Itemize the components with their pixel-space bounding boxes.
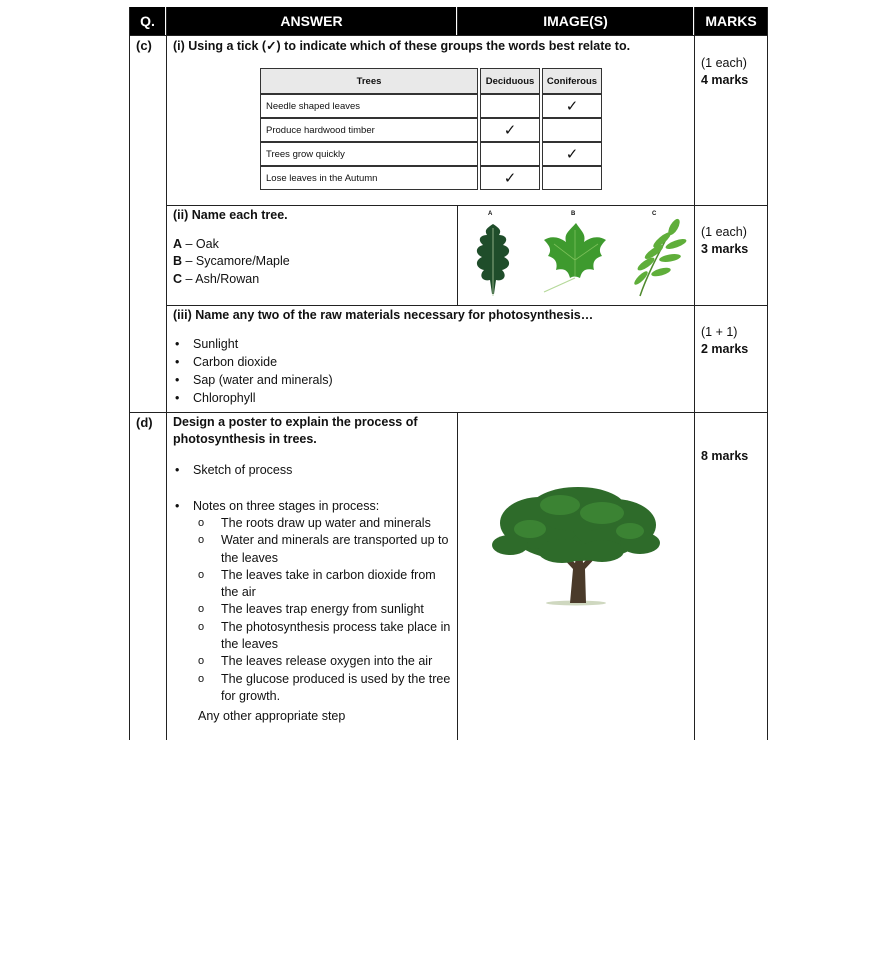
list-item: • Sunlight bbox=[173, 335, 333, 353]
tick-table-header-deciduous: Deciduous bbox=[480, 68, 540, 94]
grid-line bbox=[166, 7, 167, 740]
poster-bullet-list-2 bbox=[173, 497, 379, 515]
coniferous-cell bbox=[542, 166, 602, 190]
other-step-note: Any other appropriate step bbox=[198, 709, 346, 723]
list-item: o Water and minerals are transported up to the leaves bbox=[194, 532, 452, 567]
ash-leaf-icon bbox=[628, 218, 690, 298]
list-item: o The roots draw up water and minerals bbox=[194, 515, 452, 532]
prompt-c-i: (i) Using a tick (✓) to indicate which of these groups the words best relate to. bbox=[173, 39, 631, 53]
list-item: • Carbon dioxide bbox=[173, 353, 333, 371]
grid-line bbox=[166, 205, 768, 206]
grid-line bbox=[767, 7, 768, 740]
marks-total-c-ii: 3 marks bbox=[701, 242, 749, 256]
question-label-d: (d) bbox=[136, 415, 153, 430]
row-label: Needle shaped leaves bbox=[260, 94, 478, 118]
list-item: • Sketch of process bbox=[173, 461, 292, 479]
stages-list bbox=[194, 515, 452, 705]
row-label: Produce hardwood timber bbox=[260, 118, 478, 142]
header-marks: MARKS bbox=[695, 7, 767, 35]
grid-line bbox=[129, 35, 768, 36]
tree-answer-b: B – Sycamore/Maple bbox=[173, 254, 290, 268]
marks-each-c-i: (1 each) bbox=[701, 56, 747, 70]
deciduous-cell bbox=[480, 142, 540, 166]
table-row bbox=[260, 118, 602, 142]
tree-answer-a: A – Oak bbox=[173, 237, 219, 251]
coniferous-cell: ✓ bbox=[542, 94, 602, 118]
leaf-label-b: B bbox=[571, 211, 576, 217]
coniferous-cell bbox=[542, 118, 602, 142]
list-item: • Notes on three stages in process: bbox=[173, 497, 379, 515]
header-images: IMAGE(S) bbox=[458, 7, 693, 35]
prompt-c-ii: (ii) Name each tree. bbox=[173, 208, 288, 222]
leaf-label-c: C bbox=[652, 211, 657, 217]
table-row bbox=[260, 94, 602, 118]
coniferous-cell: ✓ bbox=[542, 142, 602, 166]
deciduous-cell: ✓ bbox=[480, 118, 540, 142]
deciduous-cell: ✓ bbox=[480, 166, 540, 190]
table-row bbox=[260, 166, 602, 190]
header-q: Q. bbox=[130, 7, 165, 35]
marks-each-c-iii: (1 + 1) bbox=[701, 325, 738, 339]
list-item: o The glucose produced is used by the tree for growth. bbox=[194, 671, 452, 706]
tree-answer-c: C – Ash/Rowan bbox=[173, 272, 260, 286]
marks-total-c-iii: 2 marks bbox=[701, 342, 749, 356]
oak-leaf-icon bbox=[468, 220, 518, 300]
raw-materials-list bbox=[173, 335, 333, 407]
prompt-c-iii: (iii) Name any two of the raw materials necessary for photosynthesis… bbox=[173, 308, 594, 322]
header-answer: ANSWER bbox=[167, 7, 456, 35]
grid-line bbox=[457, 412, 458, 740]
grid-line bbox=[457, 7, 458, 36]
deciduous-cell bbox=[480, 94, 540, 118]
grid-line bbox=[457, 205, 458, 305]
row-label: Trees grow quickly bbox=[260, 142, 478, 166]
prompt-d: Design a poster to explain the process of photosynthesis in trees. bbox=[173, 415, 418, 446]
grid-line bbox=[166, 305, 768, 306]
question-label-c: (c) bbox=[136, 38, 152, 53]
grid-line bbox=[129, 412, 768, 413]
grid-line bbox=[694, 7, 695, 740]
tick-table-header-trees: Trees bbox=[260, 68, 478, 94]
list-item: o The photosynthesis process take place in the leaves bbox=[194, 619, 452, 654]
poster-bullet-list-1 bbox=[173, 461, 292, 479]
grid-line bbox=[129, 7, 130, 740]
tick-table-header-coniferous: Coniferous bbox=[542, 68, 602, 94]
list-item: o The leaves take in carbon dioxide from the air bbox=[194, 567, 452, 602]
list-item: • Sap (water and minerals) bbox=[173, 371, 333, 389]
list-item: o The leaves trap energy from sunlight bbox=[194, 601, 452, 618]
tick-table bbox=[260, 68, 602, 190]
list-item: • Chlorophyll bbox=[173, 389, 333, 407]
tree-illustration-icon bbox=[490, 485, 665, 607]
list-item: o The leaves release oxygen into the air bbox=[194, 653, 452, 670]
leaf-label-a: A bbox=[488, 211, 493, 217]
marks-total-c-i: 4 marks bbox=[701, 73, 749, 87]
marks-each-c-ii: (1 each) bbox=[701, 225, 747, 239]
marks-total-d: 8 marks bbox=[701, 449, 749, 463]
table-row bbox=[260, 142, 602, 166]
sycamore-leaf-icon bbox=[540, 220, 612, 294]
row-label: Lose leaves in the Autumn bbox=[260, 166, 478, 190]
